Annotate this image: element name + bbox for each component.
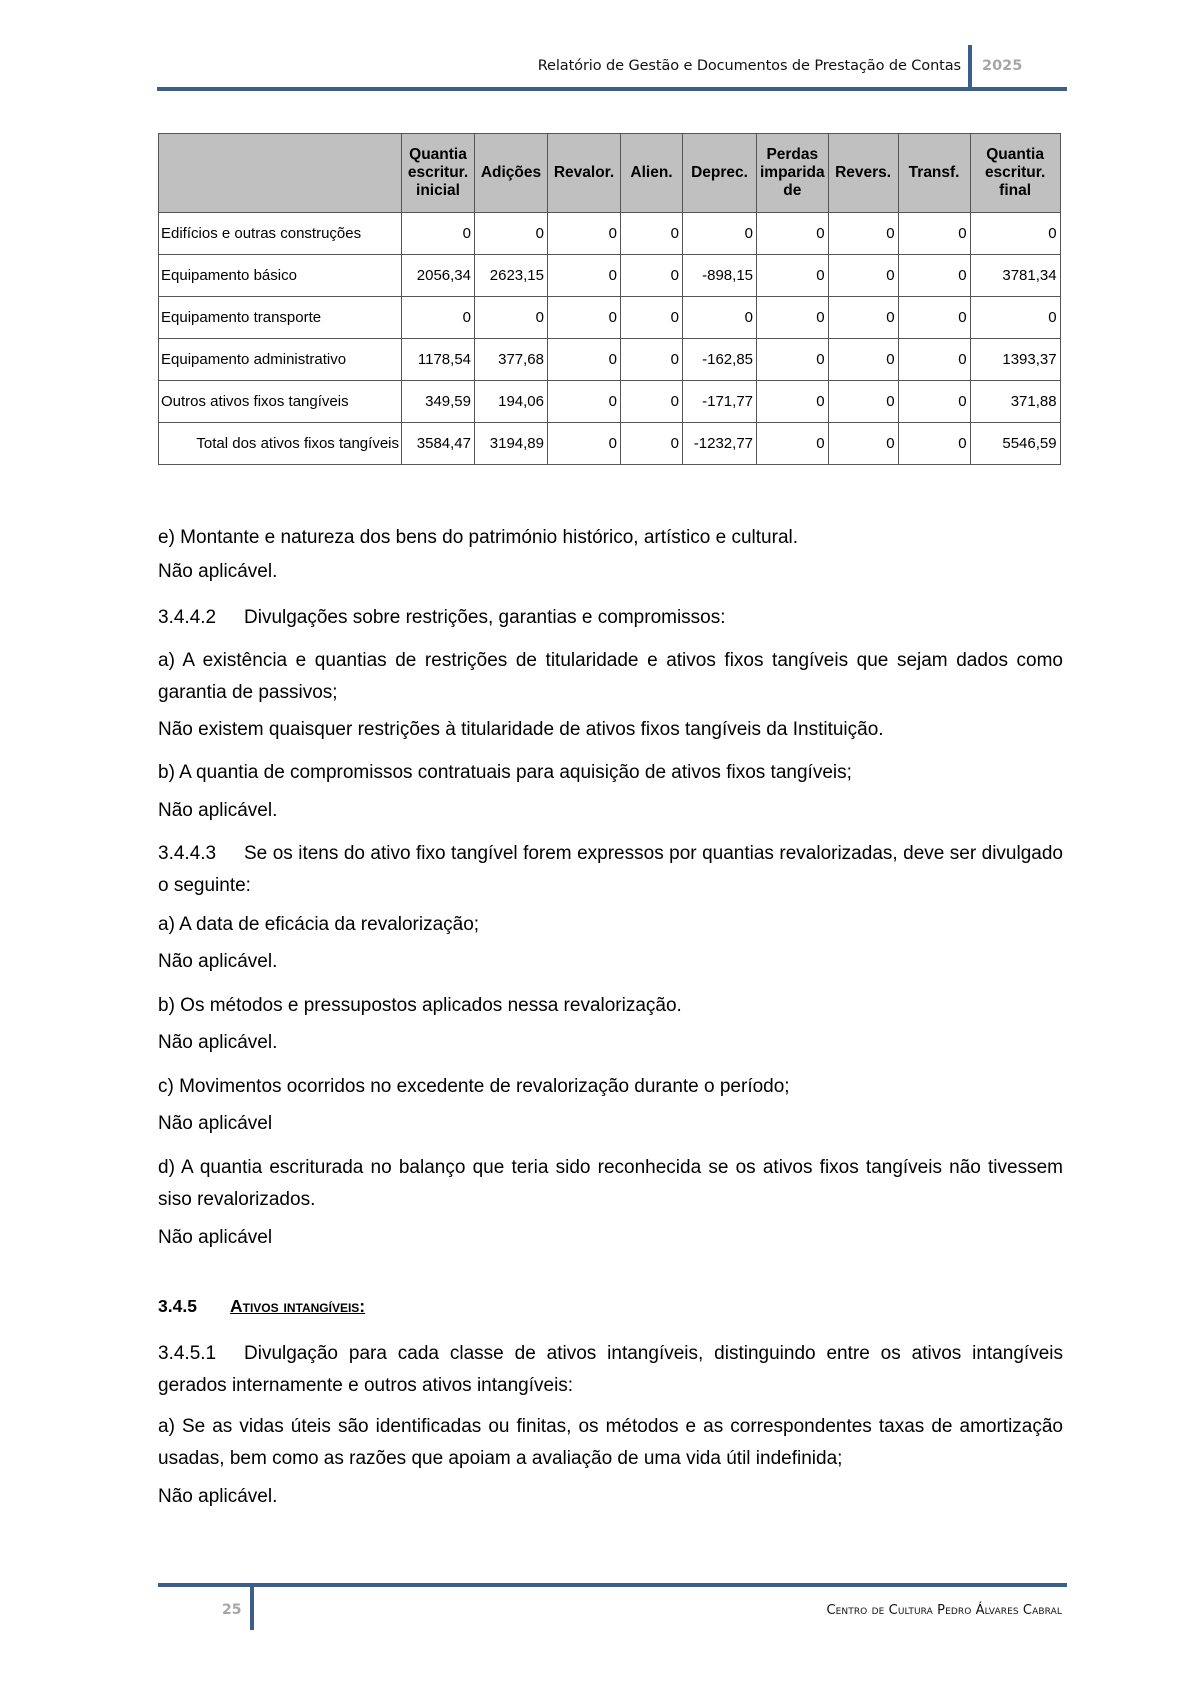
cell: 2623,15	[475, 255, 548, 297]
col-header-final: Quantia escritur. final	[970, 134, 1060, 213]
cell: -171,77	[683, 381, 757, 423]
cell: 0	[757, 381, 829, 423]
cell: 0	[548, 423, 621, 465]
subsection-number: 3.4.5.1	[158, 1343, 217, 1364]
paragraph-revaluation-surplus: c) Movimentos ocorridos no excedente de revalorização durante o período;	[158, 1076, 790, 1097]
subsection-text: Divulgações sobre restrições, garantias e compromissos:	[244, 607, 726, 628]
row-label: Equipamento administrativo	[159, 339, 402, 381]
col-header-transfers: Transf.	[898, 134, 970, 213]
table-row	[159, 255, 1061, 297]
subsection-3-4-4-2	[158, 602, 1063, 634]
cell: 0	[402, 213, 475, 255]
col-header-label	[159, 134, 402, 213]
paragraph-not-applicable: Não aplicável	[158, 1227, 273, 1248]
paragraph-not-applicable: Não aplicável	[158, 1113, 273, 1134]
subsection-number: 3.4.4.2	[158, 607, 217, 628]
cell: 0	[621, 339, 683, 381]
fixed-assets-table	[158, 133, 1061, 465]
cell: 0	[970, 297, 1060, 339]
subsection-3-4-5-1	[158, 1338, 1063, 1402]
cell: 0	[828, 423, 898, 465]
cell: 194,06	[475, 381, 548, 423]
cell: 0	[402, 297, 475, 339]
paragraph-carrying-amount: d) A quantia escriturada no balanço que teria sido reconhecida se os ativos fixos tangíveis não tivessem siso revalorizados.	[158, 1157, 1063, 1210]
section-title: Ativos intangíveis:	[230, 1296, 366, 1316]
cell: 0	[548, 381, 621, 423]
table-row	[159, 339, 1061, 381]
cell: 0	[898, 381, 970, 423]
cell: 0	[621, 213, 683, 255]
cell: -898,15	[683, 255, 757, 297]
cell: 0	[828, 213, 898, 255]
page-number: 25	[222, 1602, 242, 1618]
cell: 0	[621, 255, 683, 297]
running-header-year: 2025	[982, 58, 1023, 74]
row-label: Equipamento básico	[159, 255, 402, 297]
cell: 3194,89	[475, 423, 548, 465]
cell: 3781,34	[970, 255, 1060, 297]
footer-organization: Centro de Cultura Pedro Álvares Cabral	[826, 1603, 1062, 1618]
cell: 0	[828, 255, 898, 297]
cell: 0	[898, 213, 970, 255]
footer-divider	[250, 1587, 254, 1630]
col-header-revaluation: Revalor.	[548, 134, 621, 213]
row-label: Edifícios e outras construções	[159, 213, 402, 255]
cell: -162,85	[683, 339, 757, 381]
header-divider	[968, 45, 972, 90]
cell: 0	[828, 381, 898, 423]
cell: 1393,37	[970, 339, 1060, 381]
subsection-text: Se os itens do ativo fixo tangível forem expressos por quantias revalorizadas, deve ser divulgado o seguinte:	[158, 843, 1063, 896]
cell: 0	[898, 339, 970, 381]
col-header-additions: Adições	[475, 134, 548, 213]
paragraph-not-applicable: Não aplicável.	[158, 951, 278, 972]
cell: 0	[757, 339, 829, 381]
cell: 0	[828, 297, 898, 339]
cell: 0	[621, 423, 683, 465]
cell: 2056,34	[402, 255, 475, 297]
paragraph-not-applicable: Não aplicável.	[158, 1486, 278, 1507]
row-label-total: Total dos ativos fixos tangíveis	[159, 423, 402, 465]
table-row	[159, 213, 1061, 255]
paragraph-revaluation-date: a) A data de eficácia da revalorização;	[158, 914, 480, 935]
cell: 1178,54	[402, 339, 475, 381]
cell: 0	[683, 213, 757, 255]
cell: 371,88	[970, 381, 1060, 423]
cell: 0	[475, 213, 548, 255]
cell: 0	[757, 297, 829, 339]
subsection-text: Divulgação para cada classe de ativos intangíveis, distinguindo entre os ativos intangíveis gerados internamente e outros ativos intangíveis:	[158, 1343, 1063, 1396]
paragraph-revaluation-methods: b) Os métodos e pressupostos aplicados nessa revalorização.	[158, 995, 682, 1016]
cell: 5546,59	[970, 423, 1060, 465]
paragraph-not-applicable: Não aplicável.	[158, 561, 278, 582]
section-number: 3.4.5	[158, 1296, 197, 1316]
table-header-row	[159, 134, 1061, 213]
table-row	[159, 381, 1061, 423]
paragraph-heritage: e) Montante e natureza dos bens do património histórico, artístico e cultural.	[158, 527, 799, 548]
row-label: Equipamento transporte	[159, 297, 402, 339]
cell: 0	[683, 297, 757, 339]
paragraph-commitments: b) A quantia de compromissos contratuais para aquisição de ativos fixos tangíveis;	[158, 762, 852, 783]
paragraph-not-applicable: Não aplicável.	[158, 800, 278, 821]
cell: 0	[970, 213, 1060, 255]
col-header-impairment: Perdas imparida de	[757, 134, 829, 213]
running-header-title: Relatório de Gestão e Documentos de Prestação de Contas	[537, 58, 961, 74]
cell: 0	[621, 297, 683, 339]
paragraph-not-applicable: Não aplicável.	[158, 1032, 278, 1053]
cell: 3584,47	[402, 423, 475, 465]
cell: 377,68	[475, 339, 548, 381]
cell: 0	[757, 423, 829, 465]
row-label: Outros ativos fixos tangíveis	[159, 381, 402, 423]
cell: 0	[548, 255, 621, 297]
cell: 0	[898, 297, 970, 339]
cell: 0	[828, 339, 898, 381]
paragraph-no-restrictions: Não existem quaisquer restrições à titularidade de ativos fixos tangíveis da Instituição.	[158, 719, 884, 740]
paragraph-useful-lives: a) Se as vidas úteis são identificadas ou finitas, os métodos e as correspondentes taxas de amortização usadas, bem como as razões que apoiam a avaliação de uma vida útil indefinida;	[158, 1416, 1063, 1469]
cell: 0	[548, 213, 621, 255]
paragraph-restrictions: a) A existência e quantias de restrições de titularidade e ativos fixos tangíveis que sejam dados como garantia de passivos;	[158, 650, 1063, 703]
cell: -1232,77	[683, 423, 757, 465]
cell: 0	[548, 297, 621, 339]
col-header-reversals: Revers.	[828, 134, 898, 213]
cell: 0	[548, 339, 621, 381]
table-row	[159, 297, 1061, 339]
col-header-disposals: Alien.	[621, 134, 683, 213]
col-header-depreciation: Deprec.	[683, 134, 757, 213]
subsection-3-4-4-3	[158, 838, 1063, 902]
cell: 0	[757, 255, 829, 297]
cell: 0	[475, 297, 548, 339]
cell: 0	[898, 423, 970, 465]
cell: 0	[898, 255, 970, 297]
header-rule	[157, 87, 1067, 91]
col-header-initial: Quantia escritur. inicial	[402, 134, 475, 213]
footer-rule	[158, 1583, 1067, 1587]
cell: 0	[621, 381, 683, 423]
table-total-row	[159, 423, 1061, 465]
cell: 349,59	[402, 381, 475, 423]
section-heading-3-4-5	[158, 1296, 365, 1317]
subsection-number: 3.4.4.3	[158, 843, 217, 864]
cell: 0	[757, 213, 829, 255]
